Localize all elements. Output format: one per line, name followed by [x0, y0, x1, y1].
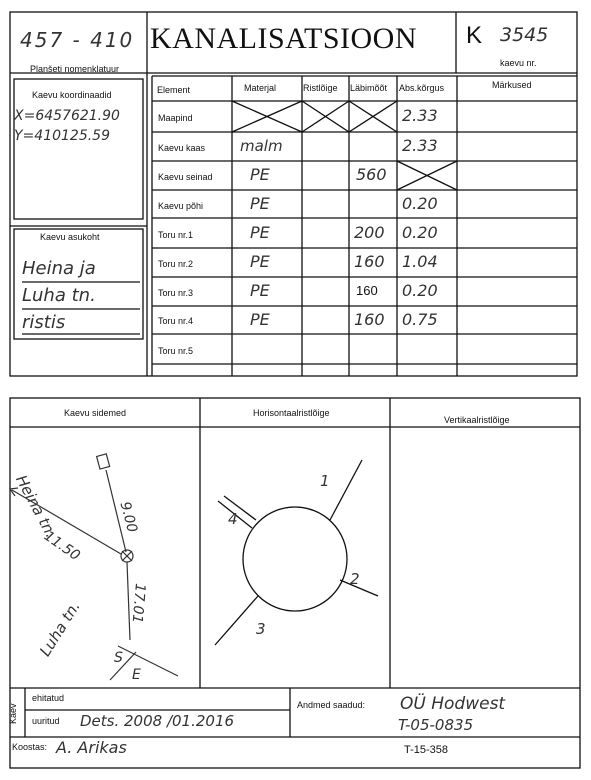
well-number-label: kaevu nr. — [500, 58, 537, 68]
location-line-3: ristis — [22, 312, 66, 333]
nomenclature-label: Planšeti nomenklatuur — [30, 64, 120, 74]
row-material: PE — [250, 223, 270, 242]
row-element: Toru nr.2 — [158, 259, 194, 269]
nomenclature-value: 457 - 410 — [20, 28, 135, 52]
sketch-street-luha: Luha tn. — [36, 597, 84, 660]
row-height: 1.04 — [402, 252, 438, 271]
col-header-element: Element — [157, 85, 191, 95]
row-element: Kaevu seinad — [158, 172, 213, 182]
row-element: Toru nr.1 — [158, 230, 194, 240]
row-element: Kaevu kaas — [158, 143, 206, 153]
col-header-remarks: Märkused — [492, 80, 532, 90]
surveyed-value: Dets. 2008 /01.2016 — [80, 712, 235, 730]
compiled-label: Koostas: — [12, 742, 48, 752]
coordinate-x: X=6457621.90 — [14, 108, 120, 124]
row-element: Toru nr.3 — [158, 288, 194, 298]
sketch-distance-2: 9.00 — [116, 500, 141, 535]
horizontal-section-label: Horisontaalristlõige — [253, 408, 330, 418]
pipe-number-3: 3 — [256, 620, 266, 638]
row-height: 2.33 — [402, 106, 438, 125]
col-header-diameter: Läbimõõt — [350, 83, 388, 93]
kaev-label: Kaev — [8, 703, 18, 724]
row-material: PE — [250, 165, 270, 184]
col-header-abs-height: Abs.kõrgus — [399, 83, 445, 93]
well-number: 3545 — [500, 24, 549, 46]
data-source-code: T-05-0835 — [398, 716, 474, 734]
pipe-number-4: 4 — [228, 510, 238, 528]
col-header-cross-section: Ristlõige — [303, 83, 338, 93]
row-height: 2.33 — [402, 136, 438, 155]
sketch-letter-e: E — [132, 667, 141, 683]
row-element: Kaevu põhi — [158, 201, 204, 211]
row-height: 0.20 — [402, 194, 438, 213]
document-code: T-15-358 — [404, 744, 449, 756]
row-element: Toru nr.4 — [158, 316, 194, 326]
row-material: PE — [250, 252, 270, 271]
pipe-number-2: 2 — [350, 570, 360, 588]
location-label: Kaevu asukoht — [40, 232, 100, 242]
sketch-distance-3: 17.01 — [128, 582, 148, 624]
ties-label: Kaevu sidemed — [64, 408, 127, 418]
vertical-section-label: Vertikaalristlõige — [444, 415, 510, 425]
sketch-street-heina: Heina tn. — [12, 472, 61, 541]
row-element: Maapind — [158, 113, 193, 123]
sketch-distance-1: 11.50 — [40, 528, 83, 565]
row-diameter: 200 — [354, 223, 385, 242]
col-header-material: Materjal — [244, 83, 277, 93]
page-title: KANALISATSIOON — [150, 22, 417, 55]
surveyed-label: uuritud — [32, 716, 60, 726]
row-material: PE — [250, 194, 270, 213]
row-element: Toru nr.5 — [158, 346, 194, 356]
data-source-label: Andmed saadud: — [297, 700, 366, 710]
row-diameter: 160 — [354, 310, 385, 329]
data-source-value: OÜ Hodwest — [400, 694, 506, 714]
location-line-2: Luha tn. — [22, 285, 96, 306]
type-prefix: K — [466, 22, 483, 49]
compiled-value: A. Arikas — [56, 738, 127, 757]
coordinates-label: Kaevu koordinaadid — [32, 90, 112, 100]
row-height: 0.20 — [402, 281, 438, 300]
row-material: PE — [250, 310, 270, 329]
pipe-number-1: 1 — [320, 472, 330, 490]
sketch-letter-s: S — [114, 650, 123, 666]
location-line-1: Heina ja — [22, 258, 96, 279]
row-diameter: 560 — [356, 165, 387, 184]
row-height: 0.75 — [402, 310, 438, 329]
row-diameter: 160 — [354, 252, 385, 271]
row-material: PE — [250, 281, 270, 300]
built-label: ehitatud — [32, 693, 65, 703]
row-material: malm — [240, 137, 283, 155]
row-height: 0.20 — [402, 223, 438, 242]
coordinate-y: Y=410125.59 — [14, 128, 110, 144]
row-diameter: 160 — [356, 283, 378, 298]
